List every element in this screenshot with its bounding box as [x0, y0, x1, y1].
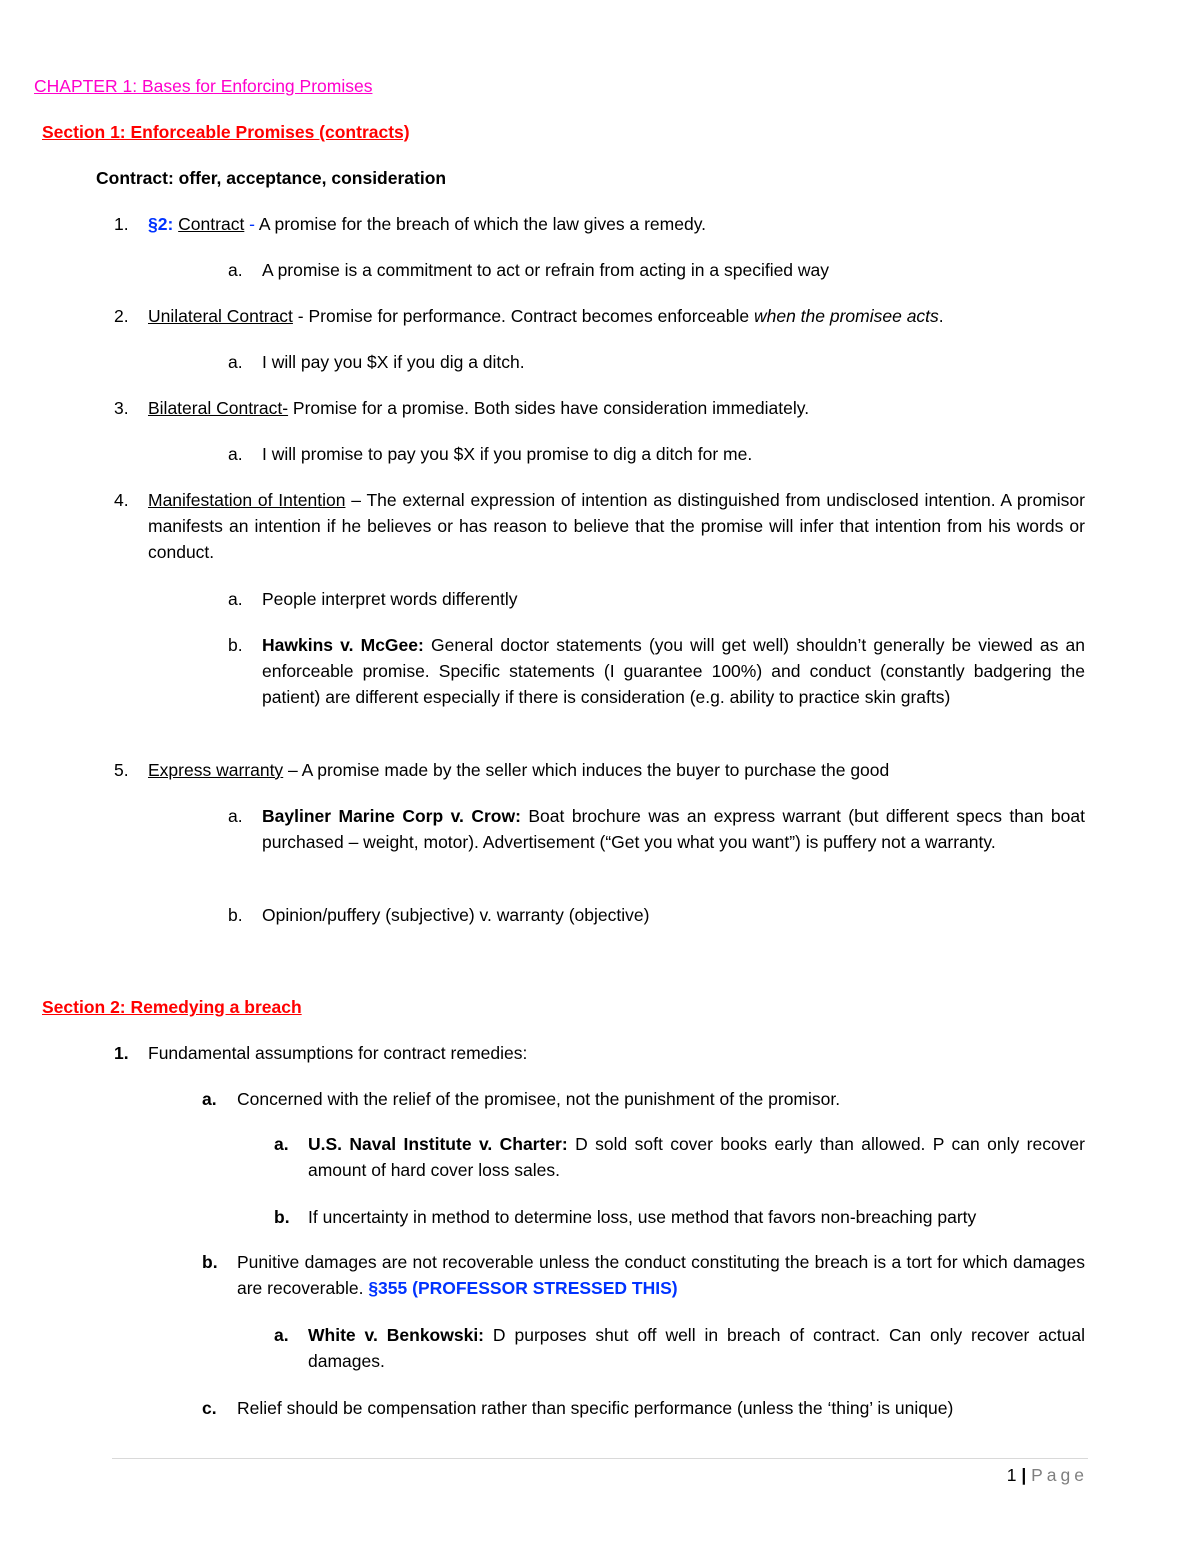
sub-sub-letter: a.: [274, 1134, 289, 1154]
definition: Promise for performance. Contract becomes enforceable: [308, 306, 754, 326]
sub-item: Relief should be compensation rather than specific performance (unless the ‘thing’ is unique): [237, 1398, 954, 1418]
page-footer: [1007, 1462, 1088, 1488]
sub-letter: b.: [228, 905, 243, 925]
sub-sub-item: If uncertainty in method to determine loss, use method that favors non-breaching party: [308, 1207, 977, 1227]
sub-item: People interpret words differently: [262, 589, 518, 609]
emphasis: when the promisee acts: [753, 306, 939, 326]
sub-sub-item: [308, 1131, 1085, 1183]
sub-letter: a.: [228, 352, 243, 372]
sub-item: [237, 1249, 1085, 1301]
rule-text: Punitive damages are not recoverable unless the conduct constituting the breach is a tort for which damages are recoverable.: [237, 1252, 1085, 1298]
sub-letter: a.: [202, 1089, 217, 1109]
case-summary: D sold soft cover books early than allowed. P can only recover amount of hard cover loss sales.: [308, 1134, 1085, 1180]
sub-letter: a.: [228, 444, 243, 464]
section-2-heading: Section 2: Remedying a breach: [42, 997, 302, 1017]
list-number: 4.: [114, 490, 129, 510]
case-summary: D purposes shut off well in breach of contract. Can only recover actual damages.: [308, 1325, 1085, 1371]
sub-item: Opinion/puffery (subjective) v. warranty (objective): [262, 905, 650, 925]
chapter-title: CHAPTER 1: Bases for Enforcing Promises: [34, 76, 373, 96]
sub-letter: c.: [202, 1398, 217, 1418]
sub-sub-letter: a.: [274, 1325, 289, 1345]
sub-letter: a.: [228, 589, 243, 609]
term: Unilateral Contract: [148, 306, 293, 326]
case-summary: Boat brochure was an express warrant (but different specs than boat purchased – weight, motor). Advertisement (“Get you what you want”) is puffery not a warranty.: [262, 806, 1085, 852]
sub-item: Concerned with the relief of the promisee, not the punishment of the promisor.: [237, 1089, 841, 1109]
footer-divider: [112, 1458, 1088, 1459]
sub-sub-item: [308, 1322, 1085, 1374]
sub-letter: b.: [202, 1252, 218, 1272]
list-number: 5.: [114, 760, 129, 780]
definition: A promise for the breach of which the law gives a remedy.: [258, 214, 707, 234]
period: .: [938, 306, 944, 326]
page-number: 1: [1006, 1465, 1017, 1485]
list-number: 3.: [114, 398, 129, 418]
page-label: Page: [1031, 1465, 1088, 1485]
sub-letter: a.: [228, 260, 243, 280]
case-name: Hawkins v. McGee:: [262, 635, 424, 655]
term: Contract: [178, 214, 245, 234]
case-summary: General doctor statements (you will get well) shouldn’t generally be viewed as an enforceable promise. Specific statements (I guarantee 100%) and conduct (constantly badgering the patient) are different especially if there is consideration (e.g. ability to practice skin grafts): [262, 635, 1085, 707]
separator: -: [244, 214, 259, 234]
list-item: Fundamental assumptions for contract remedies:: [148, 1043, 528, 1063]
definition: – A promise made by the seller which induces the buyer to purchase the good: [283, 760, 890, 780]
list-number: 2.: [114, 306, 129, 326]
case-name: White v. Benkowski:: [308, 1325, 485, 1345]
section-1-heading: Section 1: Enforceable Promises (contracts): [42, 122, 410, 142]
list-item: [148, 487, 1085, 565]
section-1-subheading: Contract: offer, acceptance, consideration: [96, 168, 447, 188]
list-item: [148, 211, 706, 237]
sub-item: [262, 803, 1085, 855]
footer-separator: |: [1021, 1465, 1027, 1485]
term: Express warranty: [148, 760, 284, 780]
definition: Promise for a promise. Both sides have consideration immediately.: [288, 398, 810, 418]
term: Bilateral Contract-: [148, 398, 289, 418]
sub-item: I will pay you $X if you dig a ditch.: [262, 352, 525, 372]
list-item: [148, 303, 944, 329]
sub-sub-letter: b.: [274, 1207, 290, 1227]
sub-item: [262, 632, 1085, 710]
list-item: [148, 395, 809, 421]
case-name: Bayliner Marine Corp v. Crow:: [262, 806, 521, 826]
sub-letter: b.: [228, 635, 243, 655]
separator: -: [292, 306, 309, 326]
section-reference: §355 (PROFESSOR STRESSED THIS): [368, 1278, 678, 1298]
sub-item: I will promise to pay you $X if you promise to dig a ditch for me.: [262, 444, 753, 464]
sub-letter: a.: [228, 806, 243, 826]
case-name: U.S. Naval Institute v. Charter:: [308, 1134, 568, 1154]
list-number: 1.: [114, 214, 129, 234]
list-item: [148, 757, 889, 783]
list-number: 1.: [114, 1043, 129, 1063]
section-reference: §2:: [148, 214, 174, 234]
definition: – The external expression of intention as distinguished from undisclosed intention. A promisor manifests an intention if he believes or has reason to believe that the promise will infer that intention from his words or conduct.: [148, 490, 1085, 562]
term: Manifestation of Intention: [148, 490, 346, 510]
sub-item: A promise is a commitment to act or refrain from acting in a specified way: [262, 260, 830, 280]
